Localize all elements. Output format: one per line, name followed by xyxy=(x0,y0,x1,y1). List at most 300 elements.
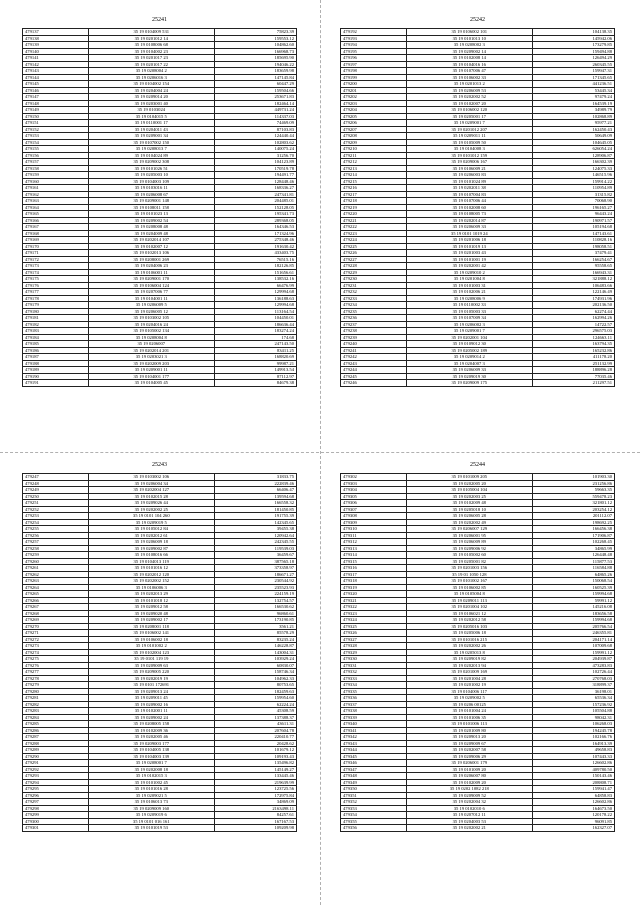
record-id-cell: 479156 xyxy=(23,152,89,159)
parcel-code-cell: 35 19 0101002 167 xyxy=(406,578,532,585)
parcel-code-cell: 35 19 0102008 14 xyxy=(406,55,532,62)
value-cell: 387565.18 xyxy=(214,558,296,565)
value-cell: 219639.99 xyxy=(214,779,296,786)
parcel-code-cell: 35 19 0206001 179 xyxy=(406,760,532,767)
record-id-cell: 479243 xyxy=(341,360,407,367)
parcel-code-cell: 35 19 0104002 23 xyxy=(88,48,214,55)
record-id-cell: 479259 xyxy=(23,552,89,559)
value-cell: 164346.53 xyxy=(214,224,296,231)
record-id-cell: 479269 xyxy=(23,617,89,624)
parcel-code-cell: 35 19 0208001 7 xyxy=(88,760,214,767)
parcel-code-cell: 35 19 0209002 5 xyxy=(406,695,532,702)
record-id-cell: 479266 xyxy=(23,597,89,604)
record-id-cell: 479341 xyxy=(341,727,407,734)
record-id-cell: 479263 xyxy=(23,578,89,585)
parcel-code-cell: 35 19 0106006 3 xyxy=(88,584,214,591)
value-cell: 105504.88 xyxy=(532,708,614,715)
parcel-code-cell: 35 19 0206002 3 xyxy=(406,321,532,328)
record-id-cell: 479145 xyxy=(23,81,89,88)
quadrant-title: 25244 xyxy=(470,462,485,468)
record-id-cell: 479294 xyxy=(23,779,89,786)
record-id-cell: 479299 xyxy=(23,812,89,819)
record-id-cell: 479223 xyxy=(341,230,407,237)
record-id-cell: 479327 xyxy=(341,636,407,643)
record-id-cell: 479196 xyxy=(341,55,407,62)
parcel-code-cell: 35 19 0202003 25 xyxy=(406,493,532,500)
parcel-code-cell: 35 19 0101023 13 xyxy=(88,211,214,218)
parcel-code-cell: 35 19 0202001 104 xyxy=(406,334,532,341)
quadrant-bottom-right xyxy=(340,460,615,896)
record-id-cell: 479236 xyxy=(341,315,407,322)
parcel-code-cell: 35 19 0209009 175 xyxy=(406,380,532,387)
record-id-cell: 479197 xyxy=(341,61,407,68)
value-cell: 188896.28 xyxy=(532,367,614,374)
value-cell: 109193.43 xyxy=(214,753,296,760)
value-cell: 251132.99 xyxy=(532,360,614,367)
parcel-code-cell: 35 19 0105009 50 xyxy=(406,139,532,146)
parcel-code-cell: 35 19 0108016 66 xyxy=(88,552,214,559)
parcel-code-cell: 35 19 0209013 20 xyxy=(406,734,532,741)
record-id-cell: 479225 xyxy=(341,243,407,250)
value-cell: 95558.65 xyxy=(532,263,614,270)
value-cell: 45308.59 xyxy=(214,708,296,715)
record-id-cell: 479175 xyxy=(23,276,89,283)
value-cell: 85578.29 xyxy=(214,630,296,637)
value-cell: 162327.07 xyxy=(532,825,614,832)
record-id-cell: 479323 xyxy=(341,610,407,617)
value-cell: 204485.01 xyxy=(214,198,296,205)
parcel-code-cell: 35 19 0206009 33 xyxy=(406,224,532,231)
parcel-code-cell: 35 19 0201006 18 xyxy=(406,237,532,244)
value-cell: 133445.46 xyxy=(214,773,296,780)
parcel-code-cell: 35 19 0103016 11 xyxy=(88,185,214,192)
value-cell: 119539.03 xyxy=(214,545,296,552)
record-id-cell: 479199 xyxy=(341,74,407,81)
parcel-code-cell: 35 19 0101013 10 xyxy=(406,35,532,42)
value-cell: 75823.39 xyxy=(214,29,296,36)
record-id-cell: 479198 xyxy=(341,68,407,75)
record-id-cell: 479215 xyxy=(341,178,407,185)
parcel-code-cell: 35 19 0202007 58 xyxy=(406,747,532,754)
record-id-cell: 479281 xyxy=(23,695,89,702)
record-id-cell: 479291 xyxy=(23,760,89,767)
parcel-code-cell: 35 19 0208013 7 xyxy=(88,146,214,153)
record-id-cell: 479178 xyxy=(23,295,89,302)
value-cell: 182126.85 xyxy=(214,263,296,270)
value-cell: 104962.33 xyxy=(214,675,296,682)
record-id-cell: 479138 xyxy=(23,35,89,42)
value-cell: 116584.88 xyxy=(532,565,614,572)
parcel-code-cell: 35 19 0101 104 260 xyxy=(88,513,214,520)
value-cell: 183659.98 xyxy=(214,68,296,75)
parcel-code-cell: 35 19 0209011 45 xyxy=(88,695,214,702)
parcel-code-cell: 35 19 0202009 203 xyxy=(88,360,214,367)
parcel-code-cell: 35 19 0101012 159 xyxy=(406,152,532,159)
parcel-code-cell: 35 19 0104001 177 xyxy=(88,373,214,380)
value-cell: 247143.50 xyxy=(214,341,296,348)
record-id-cell: 479229 xyxy=(341,269,407,276)
value-cell: 126602.86 xyxy=(532,760,614,767)
value-cell: 182464.14 xyxy=(214,100,296,107)
value-cell: 166302.39 xyxy=(532,159,614,166)
record-id-cell: 479227 xyxy=(341,256,407,263)
value-cell: 149913.54 xyxy=(214,367,296,374)
value-cell: 626054.24 xyxy=(532,146,614,153)
value-cell: 53445.34 xyxy=(532,87,614,94)
record-id-cell: 479137 xyxy=(23,29,89,36)
record-id-cell: 479309 xyxy=(341,519,407,526)
parcel-code-cell: 35 19 0202013 94 xyxy=(406,662,532,669)
parcel-code-cell: 35 19 0102010 6 xyxy=(406,805,532,812)
value-cell: 159494.88 xyxy=(532,48,614,55)
value-cell: 433403.75 xyxy=(214,250,296,257)
value-cell: 173279.85 xyxy=(532,42,614,49)
value-cell: 101903.30 xyxy=(532,474,614,481)
parcel-code-cell: 35 19 0209026 44 xyxy=(88,500,214,507)
record-id-cell: 479261 xyxy=(23,565,89,572)
parcel-code-cell: 35 19 0104001 11 xyxy=(88,295,214,302)
record-id-cell: 479222 xyxy=(341,224,407,231)
parcel-code-cell: 35 19 0205001 82 xyxy=(406,558,532,565)
record-id-cell: 479334 xyxy=(341,682,407,689)
parcel-code-cell: 35 19 0101 016 161 xyxy=(88,818,214,825)
record-id-cell: 479267 xyxy=(23,604,89,611)
parcel-code-cell: 35 19 0202002 25 xyxy=(88,506,214,513)
parcel-code-cell: 35 19 0202004 32 xyxy=(406,799,532,806)
record-id-cell: 479300 xyxy=(23,818,89,825)
parcel-code-cell: 35 19 0202005 20 xyxy=(406,480,532,487)
parcel-code-cell: 35 19 0209001 170 xyxy=(88,276,214,283)
parcel-code-cell: 35 19 0206009 5 xyxy=(88,302,214,309)
parcel-code-cell: 35 19 0209011 113 xyxy=(406,597,532,604)
record-id-cell: 479257 xyxy=(23,539,89,546)
parcel-code-cell: 35 19 0206007 xyxy=(88,341,214,348)
record-id-cell: 479271 xyxy=(23,630,89,637)
value-cell: 207604.78 xyxy=(214,727,296,734)
parcel-code-cell: 35 19 0209002 54 xyxy=(88,217,214,224)
value-cell: 132754.57 xyxy=(214,597,296,604)
record-id-cell: 479274 xyxy=(23,649,89,656)
value-cell: 115877.53 xyxy=(532,558,614,565)
parcel-code-cell: 35 19 0209002 16 xyxy=(88,701,214,708)
record-id-cell: 479284 xyxy=(23,714,89,721)
value-cell: 126494.29 xyxy=(532,55,614,62)
value-cell: 194046.22 xyxy=(214,61,296,68)
record-id-cell: 479207 xyxy=(341,126,407,133)
record-id-cell: 479195 xyxy=(341,48,407,55)
parcel-code-cell: 35 19 0204007 3 xyxy=(406,360,532,367)
value-cell: 230544.92 xyxy=(214,578,296,585)
parcel-code-cell: 35 19 0104016 16 xyxy=(406,61,532,68)
record-id-cell: 479343 xyxy=(341,740,407,747)
record-id-cell: 479315 xyxy=(341,558,407,565)
parcel-code-cell: 35 19 0101006 35 xyxy=(406,714,532,721)
record-id-cell: 479240 xyxy=(341,341,407,348)
value-cell: 87112.97 xyxy=(214,373,296,380)
value-cell: 174931.96 xyxy=(532,295,614,302)
record-id-cell: 479329 xyxy=(341,649,407,656)
value-cell: 204939.87 xyxy=(532,656,614,663)
record-id-cell: 479355 xyxy=(341,818,407,825)
record-id-cell: 479246 xyxy=(341,380,407,387)
parcel-code-cell: 35 19 0209009 67 xyxy=(406,740,532,747)
parcel-code-cell: 35 19 0206008 67 xyxy=(88,191,214,198)
parcel-code-cell: 35 19 0209010 2 xyxy=(406,269,532,276)
parcel-code-cell: 35 19 0206009 89 xyxy=(406,539,532,546)
record-id-cell: 479333 xyxy=(341,675,407,682)
parcel-code-cell: 35 19 0101003 31 xyxy=(406,282,532,289)
value-cell: 190971.57 xyxy=(532,217,614,224)
record-id-cell: 479278 xyxy=(23,675,89,682)
parcel-code-cell: 35 19 0104003 109 xyxy=(88,178,214,185)
parcel-code-cell: 35 19 0105002 60 xyxy=(406,552,532,559)
record-id-cell: 479173 xyxy=(23,263,89,270)
record-id-cell: 479296 xyxy=(23,792,89,799)
parcel-code-cell: 35 19 0202005 46 xyxy=(88,734,214,741)
parcel-code-cell: 35 19 0209014 20 xyxy=(88,94,214,101)
record-id-cell: 479275 xyxy=(23,656,89,663)
parcel-code-cell: 35 19 0108011 158 xyxy=(88,204,214,211)
value-cell: 166254.67 xyxy=(532,256,614,263)
record-id-cell: 479176 xyxy=(23,282,89,289)
record-id-cell: 479208 xyxy=(341,133,407,140)
record-id-cell: 479237 xyxy=(341,321,407,328)
parcel-code-cell: 35 19 0209001 7 xyxy=(406,328,532,335)
record-id-cell: 479220 xyxy=(341,211,407,218)
parcel-code-cell: 35 19 0204009 48 xyxy=(88,230,214,237)
parcel-code-cell: 35 19 0209011 11 xyxy=(406,133,532,140)
record-id-cell: 479228 xyxy=(341,263,407,270)
value-cell: 164673.50 xyxy=(532,805,614,812)
record-id-cell: 479194 xyxy=(341,42,407,49)
record-id-cell: 479202 xyxy=(341,94,407,101)
parcel-code-cell: 35 19 0101 119 19 xyxy=(88,656,214,663)
value-cell: 166456.38 xyxy=(532,526,614,533)
record-id-cell: 479141 xyxy=(23,55,89,62)
value-cell: 171324.96 xyxy=(214,230,296,237)
record-id-cell: 479277 xyxy=(23,669,89,676)
parcel-code-cell: 35 19 0201002 19 xyxy=(406,682,532,689)
value-cell: 20428.62 xyxy=(214,740,296,747)
record-id-cell: 479351 xyxy=(341,792,407,799)
record-id-cell: 479286 xyxy=(23,727,89,734)
value-cell: 104645.05 xyxy=(532,139,614,146)
value-cell: 96860.61 xyxy=(214,610,296,617)
value-cell: 166943.31 xyxy=(532,269,614,276)
parcel-code-cell: 35 19 0201004 28 xyxy=(406,675,532,682)
parcel-code-cell: 35 19 0101002 45 xyxy=(88,779,214,786)
value-cell: 164539.19 xyxy=(532,100,614,107)
parcel-code-cell: 35 19 0209009 160 xyxy=(88,805,214,812)
parcel-code-cell: 35 19 0209002 17 xyxy=(88,617,214,624)
parcel-code-cell: 35 19 0101009 20 xyxy=(406,766,532,773)
parcel-code-cell: 35 19 0102006 21 xyxy=(406,289,532,296)
record-id-cell: 479301 xyxy=(23,825,89,832)
parcel-code-cell: 35 19 0102008 60 xyxy=(406,204,532,211)
value-cell: 247341.81 xyxy=(214,191,296,198)
parcel-code-cell: 35 19 0102013 106 xyxy=(88,250,214,257)
record-id-cell: 479219 xyxy=(341,204,407,211)
record-id-cell: 479273 xyxy=(23,643,89,650)
value-cell: 36198.01 xyxy=(532,688,614,695)
value-cell: 104138.35 xyxy=(532,29,614,36)
record-id-cell: 479245 xyxy=(341,373,407,380)
record-id-cell: 479201 xyxy=(341,87,407,94)
parcel-code-cell: 35 19 0204003 53 xyxy=(406,818,532,825)
value-cell: 95977.21 xyxy=(532,120,614,127)
record-id-cell: 479149 xyxy=(23,107,89,114)
record-id-cell: 479270 xyxy=(23,623,89,630)
value-cell: 270768.03 xyxy=(532,675,614,682)
quadrant-bottom-left xyxy=(22,460,297,896)
value-cell: 164913.39 xyxy=(532,740,614,747)
parcel-code-cell: 35 19 0108006 68 xyxy=(88,42,214,49)
parcel-code-cell: 35 19 0101019 53 xyxy=(88,825,214,832)
record-id-cell: 479319 xyxy=(341,584,407,591)
record-id-cell: 479238 xyxy=(341,328,407,335)
parcel-code-cell: 35 19 0104008 3 xyxy=(406,146,532,153)
value-cell: 129994.68 xyxy=(214,302,296,309)
value-cell: 185695.90 xyxy=(214,55,296,62)
parcel-code-cell: 35 19 0208004 2 xyxy=(88,68,214,75)
record-id-cell: 479179 xyxy=(23,302,89,309)
value-cell: 318899.37 xyxy=(532,682,614,689)
parcel-code-cell: 35 19 0202008 18 xyxy=(88,766,214,773)
record-id-cell: 479139 xyxy=(23,42,89,49)
parcel-code-cell: 35 19 0209002 14 xyxy=(406,48,532,55)
record-id-cell: 479349 xyxy=(341,779,407,786)
value-cell: 103929.24 xyxy=(214,656,296,663)
value-cell: 139594.68 xyxy=(214,493,296,500)
parcel-code-cell: 35 19 0206001 95 xyxy=(406,532,532,539)
record-id-cell: 479151 xyxy=(23,120,89,127)
parcel-code-cell: 35 19 0105003 33 xyxy=(406,308,532,315)
record-id-cell: 479184 xyxy=(23,334,89,341)
record-id-cell: 479287 xyxy=(23,734,89,741)
record-id-cell: 479155 xyxy=(23,146,89,153)
value-cell: 321801.12 xyxy=(532,500,614,507)
value-cell: 120178.22 xyxy=(532,812,614,819)
parcel-code-cell: 35 19 0107006 44 xyxy=(406,198,532,205)
value-cell: 159504.66 xyxy=(214,87,296,94)
record-id-cell: 479353 xyxy=(341,805,407,812)
record-id-cell: 479186 xyxy=(23,347,89,354)
parcel-code-cell: 35 19 0107002 150 xyxy=(88,139,214,146)
parcel-code-cell: 35 19 0105012 84 xyxy=(88,526,214,533)
record-id-cell: 479320 xyxy=(341,591,407,598)
parcel-code-cell: 35 19 0106002 85 xyxy=(406,584,532,591)
value-cell: 104862.60 xyxy=(214,42,296,49)
parcel-code-cell: 35 19 0206009 53 xyxy=(406,87,532,94)
parcel-code-cell: 35 19 0203001 40 xyxy=(88,100,214,107)
parcel-code-cell: 35 19 0209001 34 xyxy=(88,133,214,140)
parcel-code-cell: 35 19 0106001 11 xyxy=(88,269,214,276)
record-id-cell: 479344 xyxy=(341,747,407,754)
parcel-code-cell: 35 19 0102009 48 xyxy=(406,500,532,507)
parcel-code-cell: 35 19 0209006 29 xyxy=(406,753,532,760)
value-cell: 66406.47 xyxy=(214,487,296,494)
record-id-cell: 479181 xyxy=(23,315,89,322)
record-id-cell: 479285 xyxy=(23,721,89,728)
value-cell: 168336.27 xyxy=(214,185,296,192)
parcel-code-cell: 35 19 0209001 11 xyxy=(88,367,214,374)
value-cell: 102726.44 xyxy=(532,669,614,676)
record-id-cell: 479140 xyxy=(23,48,89,55)
value-cell: 174.68 xyxy=(214,334,296,341)
parcel-code-cell: 35 19 0101019 13 xyxy=(406,243,532,250)
quadrant-title: 25243 xyxy=(152,462,167,468)
record-id-cell: 479292 xyxy=(23,766,89,773)
record-id-cell: 479216 xyxy=(341,185,407,192)
parcel-code-cell: 35 19 0208002 3 xyxy=(406,42,532,49)
record-id-cell: 479189 xyxy=(23,367,89,374)
record-id-cell: 479338 xyxy=(341,708,407,715)
record-id-cell: 479325 xyxy=(341,623,407,630)
record-id-cell: 479170 xyxy=(23,243,89,250)
record-id-cell: 479231 xyxy=(341,282,407,289)
record-id-cell: 479180 xyxy=(23,308,89,315)
value-cell: 107443.33 xyxy=(532,753,614,760)
parcel-code-cell: 35 19 0209002 87 xyxy=(88,545,214,552)
value-cell: 167167.53 xyxy=(214,818,296,825)
value-cell: 201112.07 xyxy=(532,513,614,520)
value-cell: 289368.05 xyxy=(214,217,296,224)
parcel-code-cell: 35 19 0106002 33 xyxy=(406,74,532,81)
parcel-code-cell: 35 19 0104009 531 xyxy=(88,29,214,36)
record-id-cell: 479313 xyxy=(341,545,407,552)
parcel-code-cell: 35 19 0209002 308 xyxy=(88,159,214,166)
value-cell: 159947.31 xyxy=(532,68,614,75)
value-cell: 151656.61 xyxy=(214,269,296,276)
record-id-cell: 479206 xyxy=(341,120,407,127)
value-cell: 138532.16 xyxy=(214,276,296,283)
parcel-code-cell: 35 19 0101016 215 xyxy=(406,636,532,643)
record-id-cell: 479171 xyxy=(23,250,89,257)
parcel-code-cell: 35 19 0104003 139 xyxy=(88,753,214,760)
value-cell: 166558.32 xyxy=(214,500,296,507)
value-cell: 204171.14 xyxy=(532,636,614,643)
record-id-cell: 479350 xyxy=(341,786,407,793)
record-id-cell: 479191 xyxy=(23,380,89,387)
value-cell: 196165.27 xyxy=(532,204,614,211)
value-cell: 136188.63 xyxy=(214,295,296,302)
value-cell: 157236.92 xyxy=(532,701,614,708)
parcel-code-cell: 35 19 0101009 205 xyxy=(406,474,532,481)
record-id-cell: 479293 xyxy=(23,773,89,780)
parcel-code-cell: 35 19 0205006 18 xyxy=(406,630,532,637)
record-id-cell: 479352 xyxy=(341,799,407,806)
value-cell: 159994.68 xyxy=(532,591,614,598)
parcel-code-cell: 35 19 0102009 20 xyxy=(406,779,532,786)
record-id-cell: 479168 xyxy=(23,230,89,237)
value-cell: 441236.51 xyxy=(532,81,614,88)
record-id-cell: 479262 xyxy=(23,571,89,578)
parcel-code-cell: 35 19 0202014 87 xyxy=(406,217,532,224)
value-cell: 173190.85 xyxy=(214,617,296,624)
parcel-code-cell: 35 19 0206005 12 xyxy=(88,308,214,315)
record-id-cell: 479250 xyxy=(23,493,89,500)
value-cell: 83235.24 xyxy=(214,636,296,643)
value-cell: 147143.61 xyxy=(532,230,614,237)
value-cell: 3561.21 xyxy=(214,623,296,630)
record-id-cell: 479348 xyxy=(341,773,407,780)
value-cell: 64858.83 xyxy=(532,792,614,799)
record-id-cell: 479324 xyxy=(341,617,407,624)
value-cell: 129994.68 xyxy=(214,289,296,296)
value-cell: 34865.99 xyxy=(532,545,614,552)
parcel-code-cell: 35 19 0106004 124 xyxy=(88,282,214,289)
value-cell: 128448.46 xyxy=(214,178,296,185)
